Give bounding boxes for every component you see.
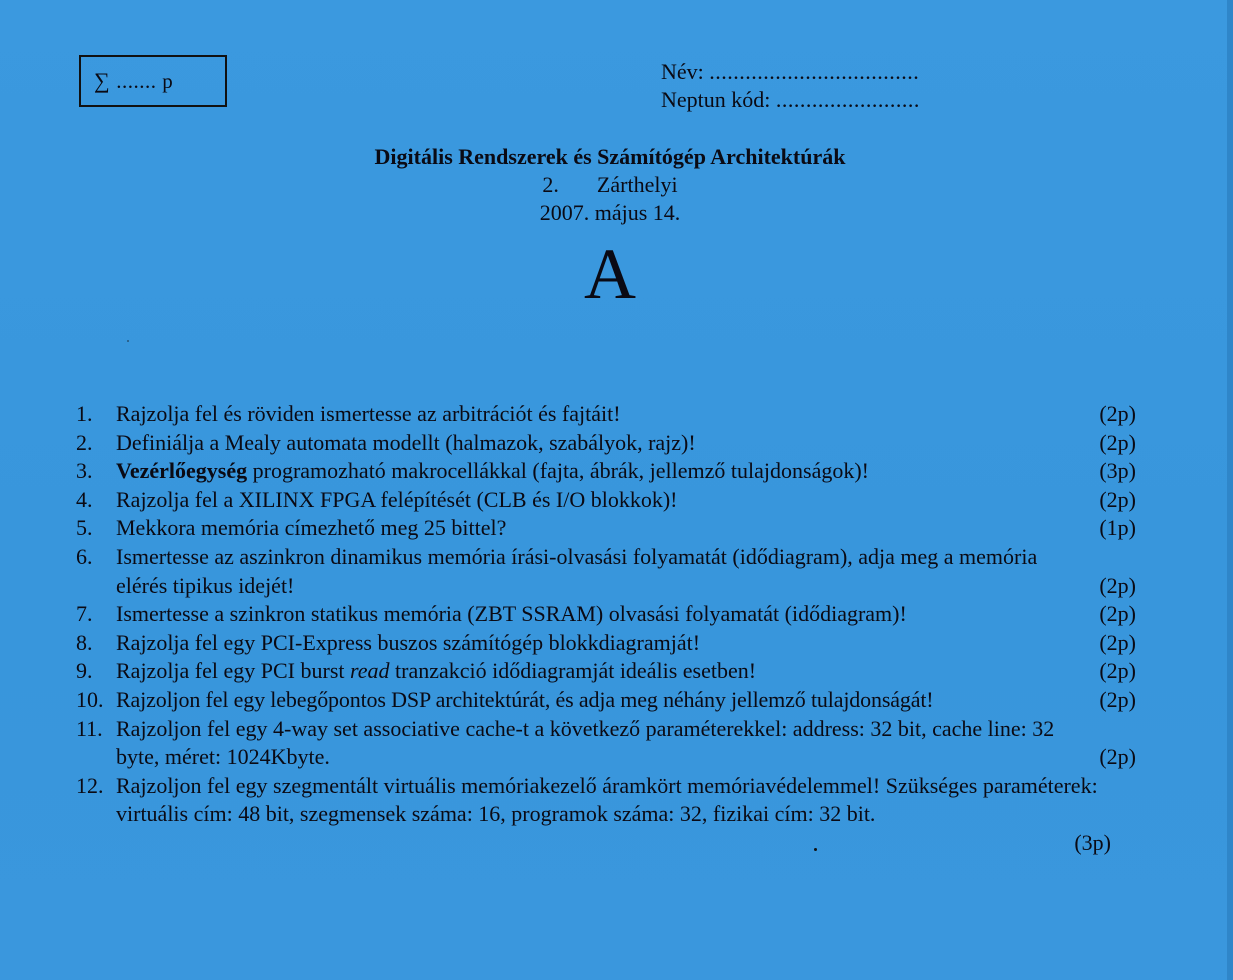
question-item [76,629,1136,658]
question-text-rest: programozható makrocellákkal (fajta, ábrák, jellemző tulajdonságok)! [247,458,869,484]
question-text: Rajzoljon fel egy 4-way set associative cache-t a következő paraméterekkel: address: 32 bit, cache line: 32 byte, méret: 1024Kbyte. [116,715,1055,770]
question-number: 11. [76,715,103,741]
question-points: (3p) [1099,458,1136,484]
question-points: (2p) [1099,601,1136,627]
name-label: Név: [661,59,704,84]
exam-number: 2. [542,172,559,197]
question-item [76,457,1136,486]
question-points: (2p) [1099,658,1136,684]
question-bold-term: Vezérlőegység [116,458,248,484]
question-points: (2p) [1099,572,1136,598]
question-item [76,400,1136,429]
question-item [76,715,1136,772]
score-box [79,55,227,107]
question-text: Rajzolja fel egy PCI-Express buszos számítógép blokkdiagramját! [116,629,701,655]
question-text: Rajzoljon fel egy szegmentált virtuális memóriakezelő áramkört memóriavédelemmel! Szükséges paraméterek: virtuális cím: 48 bit, szegmensek száma: 16, programok száma: 32, fizikai cím: 32 bit. [116,772,1098,827]
question-text: Rajzoljon fel egy lebegőpontos DSP architektúrát, és adja meg néhány jellemző tulajdonságát! [116,686,934,712]
question-points: (3p) [1074,829,1111,855]
ink-speck [127,340,129,342]
question-text: Rajzolja fel a XILINX FPGA felépítését (CLB és I/O blokkok)! [116,486,678,512]
question-points: (2p) [1099,486,1136,512]
question-list [76,400,1136,858]
ink-speck [814,848,817,851]
neptun-blank: ........................ [775,87,920,112]
question-italic-term: read [350,658,390,684]
question-number: 9. [76,658,93,684]
question-number: 6. [76,543,93,569]
neptun-label: Neptun kód: [661,87,771,112]
question-points: (2p) [1099,686,1136,712]
question-text-before: Rajzolja fel egy PCI burst [116,658,351,684]
name-blank: ................................... [709,59,920,84]
question-number: 4. [76,486,93,512]
question-text: Ismertesse az aszinkron dinamikus memória írási-olvasási folyamatát (idődiagram), adja meg a memória elérés tipikus idejét! [116,543,1038,598]
question-text [116,657,1074,686]
question-text: Ismertesse a szinkron statikus memória (ZBT SSRAM) olvasási folyamatát (idődiagram)! [116,601,907,627]
question-item [76,600,1136,629]
question-body [76,772,1136,829]
question-points: (2p) [1099,744,1136,770]
question-points: (2p) [1099,429,1136,455]
question-text: Mekkora memória címezhető meg 25 bittel? [116,515,507,541]
question-item [76,543,1136,600]
question-points: (1p) [1099,515,1136,541]
question-number: 7. [76,601,93,627]
student-fields [661,58,920,114]
question-text: Rajzolja fel és röviden ismertesse az arbitrációt és fajtáit! [116,401,621,426]
question-item [76,429,1136,458]
question-text [116,457,1074,486]
neptun-row [661,86,920,114]
score-placeholder: ....... p [116,69,174,93]
course-title: Digitális Rendszerek és Számítógép Architektúrák [374,144,846,169]
question-number: 12. [76,772,104,798]
question-number: 2. [76,429,93,455]
exam-date: 2007. május 14. [539,200,681,225]
exam-variant-letter: A [584,234,636,314]
question-item [76,486,1136,515]
question-points: (2p) [1099,401,1136,426]
exam-name [0,171,1220,199]
question-text: Definiálja a Mealy automata modellt (halmazok, szabályok, rajz)! [116,429,696,455]
exam-type: Zárthelyi [596,172,678,197]
paper-edge-shadow [1227,0,1233,980]
sigma-symbol: ∑ [94,68,111,93]
name-row [661,58,920,86]
question-points: (2p) [1099,629,1136,655]
exam-header [0,143,1220,227]
question-number: 8. [76,629,93,655]
question-number: 5. [76,515,93,541]
question-item [76,657,1136,686]
question-item [76,686,1136,715]
question-item [76,772,1136,858]
question-number: 1. [76,401,93,426]
question-number: 10. [76,686,104,712]
question-item [76,514,1136,543]
question-text-after: tranzakció idődiagramját ideális esetben! [389,658,757,684]
question-number: 3. [76,458,93,484]
